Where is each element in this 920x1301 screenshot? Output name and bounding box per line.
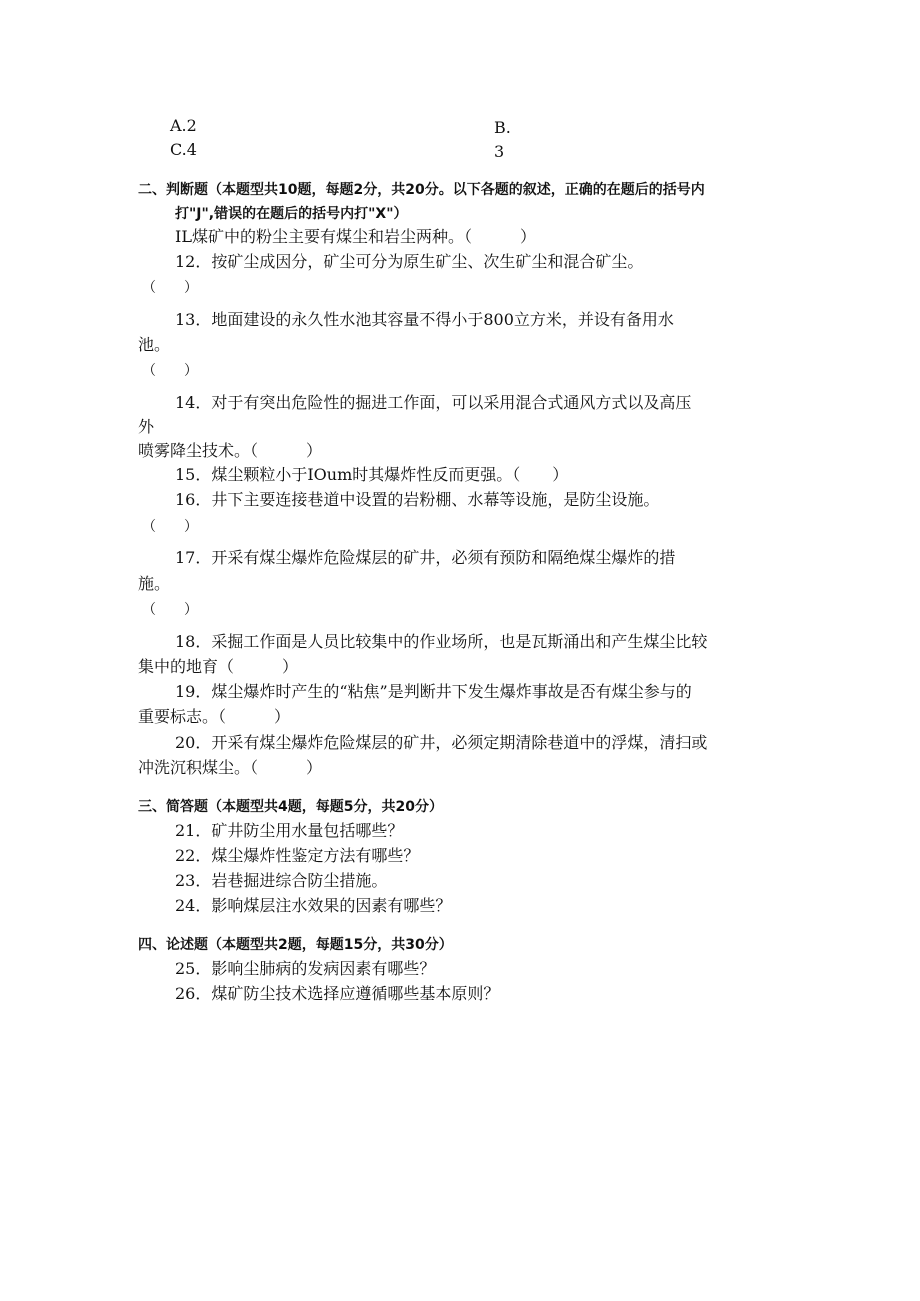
question-14: 14．对于有突出危险性的掘进工作面，可以采用混合式通风方式以及高压 (175, 393, 692, 412)
question-17: 17．开采有煤尘爆炸危险煤层的矿井，必须有预防和隔绝煤尘爆炸的措 (175, 548, 676, 567)
question-18-cont: 集中的地育（ ） (138, 657, 299, 676)
question-11: IL煤矿中的粉尘主要有煤尘和岩尘两种。（ ） (175, 227, 536, 246)
question-16-blank: （ ） (142, 519, 198, 535)
question-20: 20．开采有煤尘爆炸危险煤层的矿井，必须定期清除巷道中的浮煤，清扫或 (175, 733, 708, 752)
section-4-title: 四、论述题（本题型共2题，每题15分，共30分） (138, 937, 453, 953)
question-23: 23．岩巷掘进综合防尘措施。 (175, 871, 388, 890)
option-c: C.4 (170, 140, 197, 159)
question-12-blank: （ ） (142, 280, 198, 296)
question-17-cont: 施。 (138, 574, 171, 593)
section-3-title: 三、简答题（本题型共4题，每题5分，共20分） (138, 799, 443, 815)
question-19-cont: 重要标志。（ ） (138, 707, 291, 726)
question-20-cont: 冲洗沉积煤尘。（ ） (138, 758, 323, 777)
question-22: 22．煤尘爆炸性鉴定方法有哪些？ (175, 846, 420, 865)
question-25: 25．影响尘肺病的发病因素有哪些？ (175, 959, 436, 978)
question-15: 15．煤尘颗粒小于IOum时其爆炸性反而更强。（ ） (175, 465, 569, 484)
section-2-title-cont: 打"J",错误的在题后的括号内打"X"） (175, 206, 408, 222)
question-19: 19．煤尘爆炸时产生的“粘焦”是判断井下发生爆炸事故是否有煤尘参与的 (175, 682, 692, 701)
question-13: 13．地面建设的永久性水池其容量不得小于800立方米，并设有备用水 (175, 310, 674, 329)
question-26: 26．煤矿防尘技术选择应遵循哪些基本原则？ (175, 984, 500, 1003)
question-12: 12．按矿尘成因分，矿尘可分为原生矿尘、次生矿尘和混合矿尘。 (175, 252, 644, 271)
question-13-blank: （ ） (142, 363, 198, 379)
question-24: 24．影响煤层注水效果的因素有哪些？ (175, 896, 452, 915)
option-b: B. (494, 118, 511, 137)
question-13-cont: 池。 (138, 335, 171, 354)
section-2-title: 二、判断题（本题型共10题，每题2分，共20分。以下各题的叙述，正确的在题后的括号内 (138, 182, 705, 198)
question-18: 18．采掘工作面是人员比较集中的作业场所，也是瓦斯涌出和产生煤尘比较 (175, 632, 708, 651)
option-d: 3 (494, 142, 505, 161)
question-16: 16．井下主要连接巷道中设置的岩粉棚、水幕等设施，是防尘设施。 (175, 490, 660, 509)
question-21: 21．矿井防尘用水量包括哪些？ (175, 821, 404, 840)
question-17-blank: （ ） (142, 602, 198, 618)
option-a: A.2 (170, 116, 197, 135)
question-14-cont1: 外 (138, 417, 155, 436)
question-14-cont2: 喷雾降尘技术。（ ） (138, 441, 323, 460)
